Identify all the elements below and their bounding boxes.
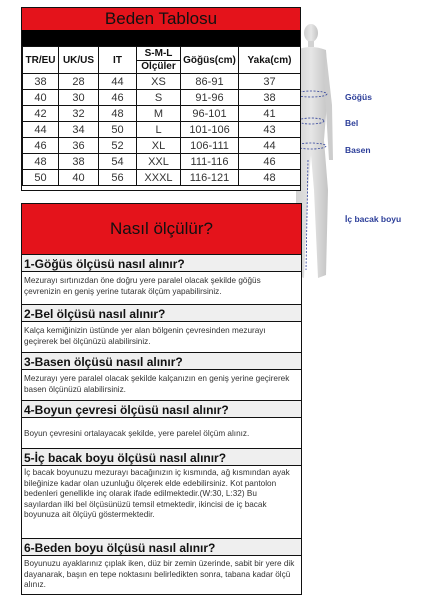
size-chart — [21, 7, 301, 191]
cell-sml: XXXL — [137, 170, 181, 186]
table-row — [23, 74, 301, 90]
size-table-body — [23, 74, 301, 186]
cell-it: 48 — [99, 106, 137, 122]
cell-it: 52 — [99, 138, 137, 154]
cell-collar: 46 — [239, 154, 301, 170]
section-heading-waist: 2-Bel ölçüsü nasıl alınır? — [22, 304, 301, 322]
cell-collar: 43 — [239, 122, 301, 138]
size-table-header-row — [23, 47, 301, 74]
header-it: IT — [99, 47, 137, 74]
label-inseam: İç bacak boyu — [345, 214, 402, 224]
cell-it: 54 — [99, 154, 137, 170]
section-heading-hip: 3-Basen ölçüsü nasıl alınır? — [22, 352, 301, 370]
cell-sml: XS — [137, 74, 181, 90]
cell-tr-eu: 38 — [23, 74, 59, 90]
section-heading-chest: 1-Göğüs ölçüsü nasıl alınır? — [22, 254, 301, 272]
cell-chest: 91-96 — [181, 90, 239, 106]
cell-it: 56 — [99, 170, 137, 186]
table-row — [23, 170, 301, 186]
section-body-hip: Mezurayı yere paralel olacak şekilde kalçanızın en geniş yerine geçirerek basen ölçünüzü alabilirsiniz. — [24, 374, 290, 394]
table-row — [23, 138, 301, 154]
cell-collar: 48 — [239, 170, 301, 186]
table-row — [23, 122, 301, 138]
cell-chest: 101-106 — [181, 122, 239, 138]
header-uk-us: UK/US — [59, 47, 99, 74]
header-chest: Göğüs(cm) — [181, 47, 239, 74]
section-body-height: Boyunuzu ayaklarınız çıplak iken, düz bir zemin üzerinde, sabit bir yere dik dayanarak, başın en tepe noktasını belirledikten sonra, tabana kadar ölçü alınız. — [24, 559, 295, 589]
cell-sml: XL — [137, 138, 181, 154]
header-tr-eu: TR/EU — [23, 47, 59, 74]
cell-collar: 41 — [239, 106, 301, 122]
size-chart-title: Beden Tablosu — [22, 8, 300, 30]
cell-tr-eu: 46 — [23, 138, 59, 154]
header-sml — [137, 47, 181, 74]
cell-sml: M — [137, 106, 181, 122]
section-heading-inseam: 5-İç bacak boyu ölçüsü nasıl alınır? — [22, 448, 301, 466]
cell-collar: 38 — [239, 90, 301, 106]
header-collar: Yaka(cm) — [239, 47, 301, 74]
cell-collar: 37 — [239, 74, 301, 90]
size-chart-divider-band — [22, 30, 300, 46]
cell-it: 46 — [99, 90, 137, 106]
cell-uk-us: 32 — [59, 106, 99, 122]
header-sml-top: S-M-L — [137, 48, 180, 61]
cell-collar: 44 — [239, 138, 301, 154]
header-sml-bottom: Ölçüler — [141, 60, 176, 72]
cell-sml: S — [137, 90, 181, 106]
cell-chest: 106-111 — [181, 138, 239, 154]
cell-uk-us: 34 — [59, 122, 99, 138]
label-waist: Bel — [345, 118, 359, 128]
label-chest: Göğüs — [345, 92, 372, 102]
cell-it: 44 — [99, 74, 137, 90]
cell-chest: 111-116 — [181, 154, 239, 170]
cell-chest: 96-101 — [181, 106, 239, 122]
cell-tr-eu: 44 — [23, 122, 59, 138]
cell-tr-eu: 40 — [23, 90, 59, 106]
section-heading-neck: 4-Boyun çevresi ölçüsü nasıl alınır? — [22, 400, 301, 418]
section-body-waist: Kalça kemiğinizin üstünde yer alan bölgenin çevresinden mezurayı geçirerek bel ölçünüzü alabilirsiniz. — [24, 326, 266, 346]
cell-sml: L — [137, 122, 181, 138]
size-table — [22, 46, 301, 186]
cell-tr-eu: 42 — [23, 106, 59, 122]
table-row — [23, 154, 301, 170]
guide-title: Nasıl ölçülür? — [110, 219, 213, 238]
section-body-chest: Mezurayı sırtınızdan öne doğru yere paralel olacak şekilde göğüs çevrenizin en geniş yerine tutarak ölçüm yapabilirsiniz. — [24, 276, 261, 296]
cell-uk-us: 36 — [59, 138, 99, 154]
section-body-inseam: İç bacak boyunuzu mezurayı bacağınızın iç kısmında, ağ kısmından ayak bileğinize kadar olan uzunluğu ölçerek elde edebilirsiniz. Kot pantolon bedenleri genellikle inç olarak ifade edilmektedir.(W:30, L:32) Bu sayılardan ilki bel ölçüsünüzü temsil etmektedir, ikincisi de iç bacak boyunuza ait ölçüyü göstermektedir. — [24, 468, 290, 519]
measurement-guide — [21, 203, 302, 595]
cell-uk-us: 40 — [59, 170, 99, 186]
cell-tr-eu: 48 — [23, 154, 59, 170]
section-heading-height: 6-Beden boyu ölçüsü nasıl alınır? — [22, 538, 301, 556]
cell-chest: 116-121 — [181, 170, 239, 186]
cell-it: 50 — [99, 122, 137, 138]
cell-chest: 86-91 — [181, 74, 239, 90]
label-hip: Basen — [345, 145, 371, 155]
table-row — [23, 106, 301, 122]
cell-uk-us: 38 — [59, 154, 99, 170]
table-row — [23, 90, 301, 106]
cell-uk-us: 30 — [59, 90, 99, 106]
cell-tr-eu: 50 — [23, 170, 59, 186]
cell-sml: XXL — [137, 154, 181, 170]
cell-uk-us: 28 — [59, 74, 99, 90]
section-body-neck: Boyun çevresini ortalayacak şekilde, yere parelel ölçüm alınız. — [24, 429, 250, 438]
